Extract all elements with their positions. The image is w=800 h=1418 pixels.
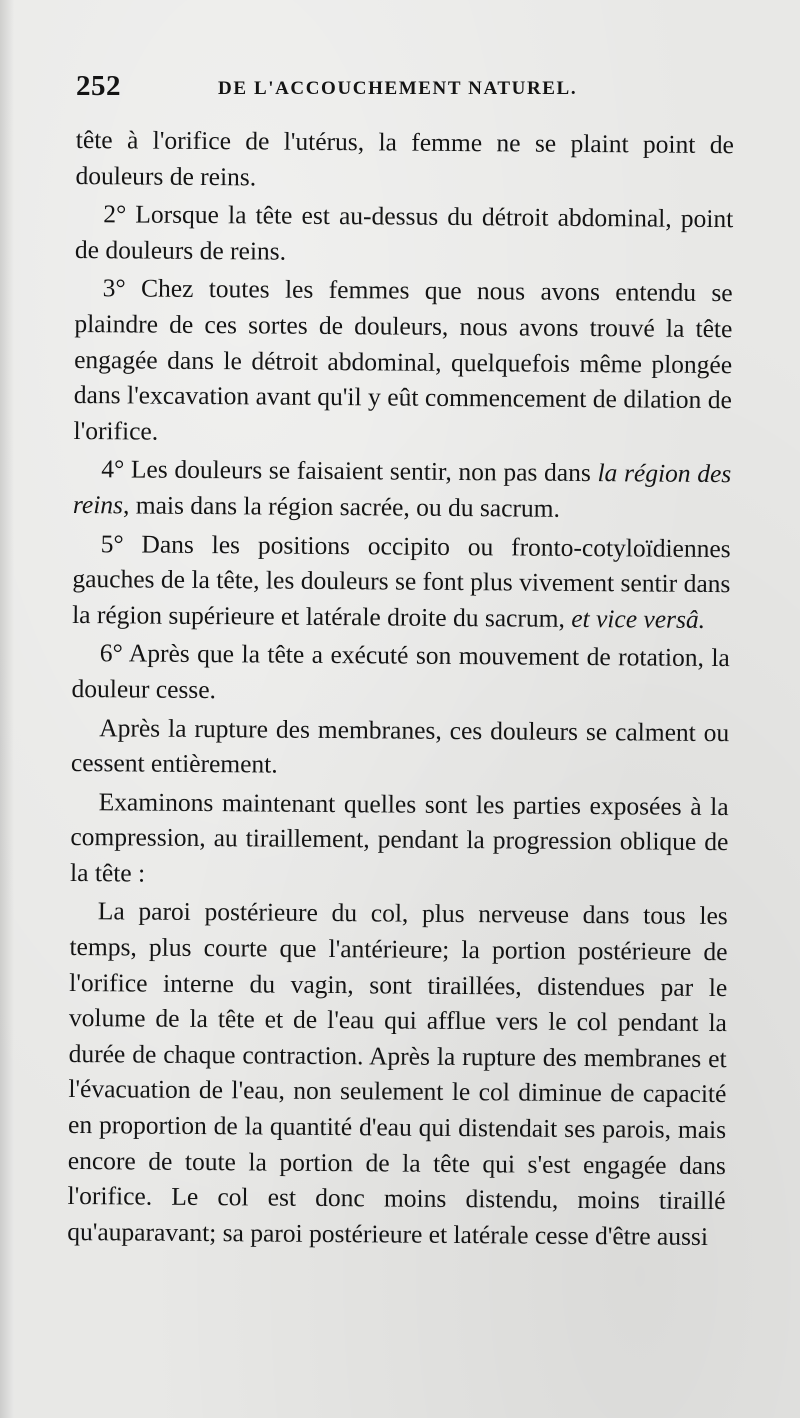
paragraph-continuation: tête à l'orifice de l'utérus, la femme ne se plaint point de douleurs de reins. bbox=[75, 124, 734, 192]
body-text bbox=[67, 122, 734, 1255]
paragraph-point-4-text-a: 4° Les douleurs se faisaient sentir, non pas dans bbox=[101, 454, 598, 488]
paragraph-point-4-italic: la région des reins bbox=[72, 458, 732, 520]
header-title: DE L'ACCOUCHEMENT NATUREL. bbox=[218, 78, 578, 99]
paragraph-rupture: Après la rupture des membranes, ces douleurs se calment ou cessent entièrement. bbox=[70, 712, 730, 779]
paragraph-point-4-text-c: , mais dans la région sacrée, ou du sacrum. bbox=[122, 490, 561, 523]
paragraph-point-5 bbox=[72, 526, 731, 638]
running-head bbox=[76, 70, 736, 110]
page-number: 252 bbox=[76, 70, 121, 102]
paragraph-point-2: 2° Lorsque la tête est au-dessus du détroit abdominal, point de douleurs de reins. bbox=[74, 199, 734, 266]
paragraph-point-5-italic: et vice versâ. bbox=[571, 603, 706, 634]
paragraph-paroi: La paroi postérieure du col, plus nerveuse dans tous les temps, plus courte que l'antérieure; la portion postérieure de l'orifice interne du vagin, sont tiraillées, distendues par le volume de la tête et de l'eau qui afflue vers le col pendant la durée de chaque contraction. Après la rupture des membranes et l'évacuation de l'eau, non seulement le col diminue de capacité en proportion de la quantité d'eau qui distendait ses parois, mais encore de toute la portion de la tête qui s'est engagée dans l'orifice. Le col est donc moins distendu, moins tiraillé qu'auparavant; sa paroi postérieure et latérale cesse d'être aussi bbox=[67, 896, 728, 1251]
paragraph-examinons: Examinons maintenant quelles sont les parties exposées à la compression, au tiraillement, pendant la progression oblique de la tête : bbox=[69, 786, 729, 888]
paragraph-point-5-text-a: 5° Dans les positions occipito ou fronto-cotyloïdiennes gauches de la tête, les douleurs se font plus vivement sentir dans la région supérieure et latérale droite du sacrum, bbox=[72, 528, 731, 633]
paragraph-point-6: 6° Après que la tête a exécuté son mouvement de rotation, la douleur cesse. bbox=[71, 638, 730, 705]
paragraph-point-3: 3° Chez toutes les femmes que nous avons entendu se plaindre de ces sortes de douleurs, nous avons trouvé la tête engagée dans le détroit abdominal, quelquefois même plongée dans l'excavation avant qu'il y eût commencement de dilation de l'orifice. bbox=[73, 273, 733, 446]
paragraph-point-4 bbox=[73, 451, 732, 527]
